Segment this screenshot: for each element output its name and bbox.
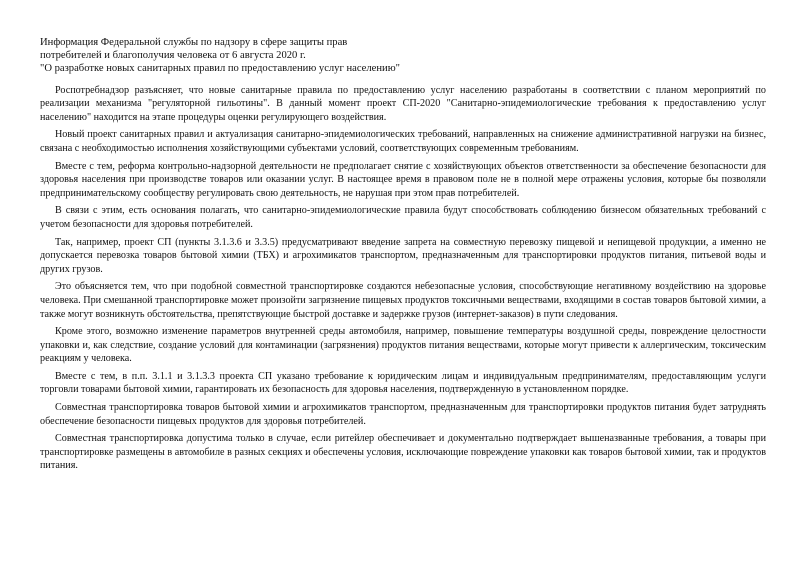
paragraph-9: Совместная транспортировка товаров бытовой химии и агрохимикатов транспортом, предназначенным для транспортировки продуктов питания будет затруднять обеспечение безопасности пищевых продуктов для здоровья потребителей. <box>40 402 766 427</box>
paragraph-8: Вместе с тем, в п.п. 3.1.1 и 3.1.3.3 проекта СП указано требование к юридическим лицам и индивидуальным предпринимателям, предоставляющим услуги торговли товарами бытовой химии, гарантировать их безопасность для здоровья населения, подтвержденную в установленном порядке. <box>40 370 766 396</box>
document-header <box>40 36 766 76</box>
paragraph-1: Роспотребнадзор разъясняет, что новые санитарные правила по предоставлению услуг населению разработаны в соответствии с планом мероприятий по реализации механизма "регуляторной гильотины". В данный момент проект СП-2020 "Санитарно-эпидемиологические требования к предоставлению услуг населению" находится на этапе процедуры оценки регулирующего воздействия. <box>40 84 766 123</box>
paragraph-6: Это объясняется тем, что при подобной совместной транспортировке создаются небезопасные условия, способствующие негативному воздействию на здоровье человека. При смешанной транспортировке может произойти загрязнение пищевых продуктов токсичными веществами, входящими в состав товаров бытовой химии, а также могут возникнуть обстоятельства, препятствующие быстрой доставке и задержке грузов (интернет-заказов) в пути следования. <box>40 281 766 320</box>
header-line-1: Информация Федеральной службы по надзору в сфере защиты прав <box>40 37 348 48</box>
paragraph-3: Вместе с тем, реформа контрольно-надзорной деятельности не предполагает снятие с хозяйствующих объектов ответственности за обеспечение безопасности для здоровья населения при производстве товаров или оказании услуг. В настоящее время в правовом поле не в полной мере отражены условия, которые бы позволяли предпринимательскому сообществу регулировать свою деятельность, не нарушая при этом прав потребителей. <box>40 160 766 199</box>
document-body <box>40 84 766 473</box>
header-title: "О разработке новых санитарных правил по предоставлению услуг населению" <box>40 63 400 75</box>
paragraph-2: Новый проект санитарных правил и актуализация санитарно-эпидемиологических требований, направленных на снижение административной нагрузки на бизнес, связана с необходимостью исполнения хозяйствующими субъектами условий, соответствующих современным требованиям. <box>40 129 766 154</box>
document-page <box>40 36 766 475</box>
paragraph-4: В связи с этим, есть основания полагать, что санитарно-эпидемиологические правила будут способствовать соблюдению бизнесом обязательных требований с учетом безопасности для здоровья потребителей. <box>40 205 766 230</box>
paragraph-5: Так, например, проект СП (пункты 3.1.3.6 и 3.3.5) предусматривают введение запрета на совместную перевозку пищевой и непищевой продукции, а именно не допускается перевозка товаров бытовой химии (ТБХ) и агрохимикатов транспортом, предназначенным для транспортировки продуктов питания, питьевой воды и других грузов. <box>40 236 766 275</box>
header-line-2: потребителей и благополучия человека от 6 августа 2020 г. <box>40 50 306 62</box>
paragraph-10: Совместная транспортировка допустима только в случае, если ритейлер обеспечивает и документально подтверждает вышеназванные требования, а товары при транспортировке размещены в автомобиле в разных секциях и обеспечены условия, исключающие повреждение упаковки как товаров бытовой химии, так и продуктов питания. <box>40 433 766 472</box>
paragraph-7: Кроме этого, возможно изменение параметров внутренней среды автомобиля, например, повышение температуры воздушной среды, повреждение целостности упаковки и, как следствие, создание условий для контаминации (загрязнения) продуктов питания веществами, которые могут привести к аллергическим, токсическим реакциям у человека. <box>40 326 766 365</box>
